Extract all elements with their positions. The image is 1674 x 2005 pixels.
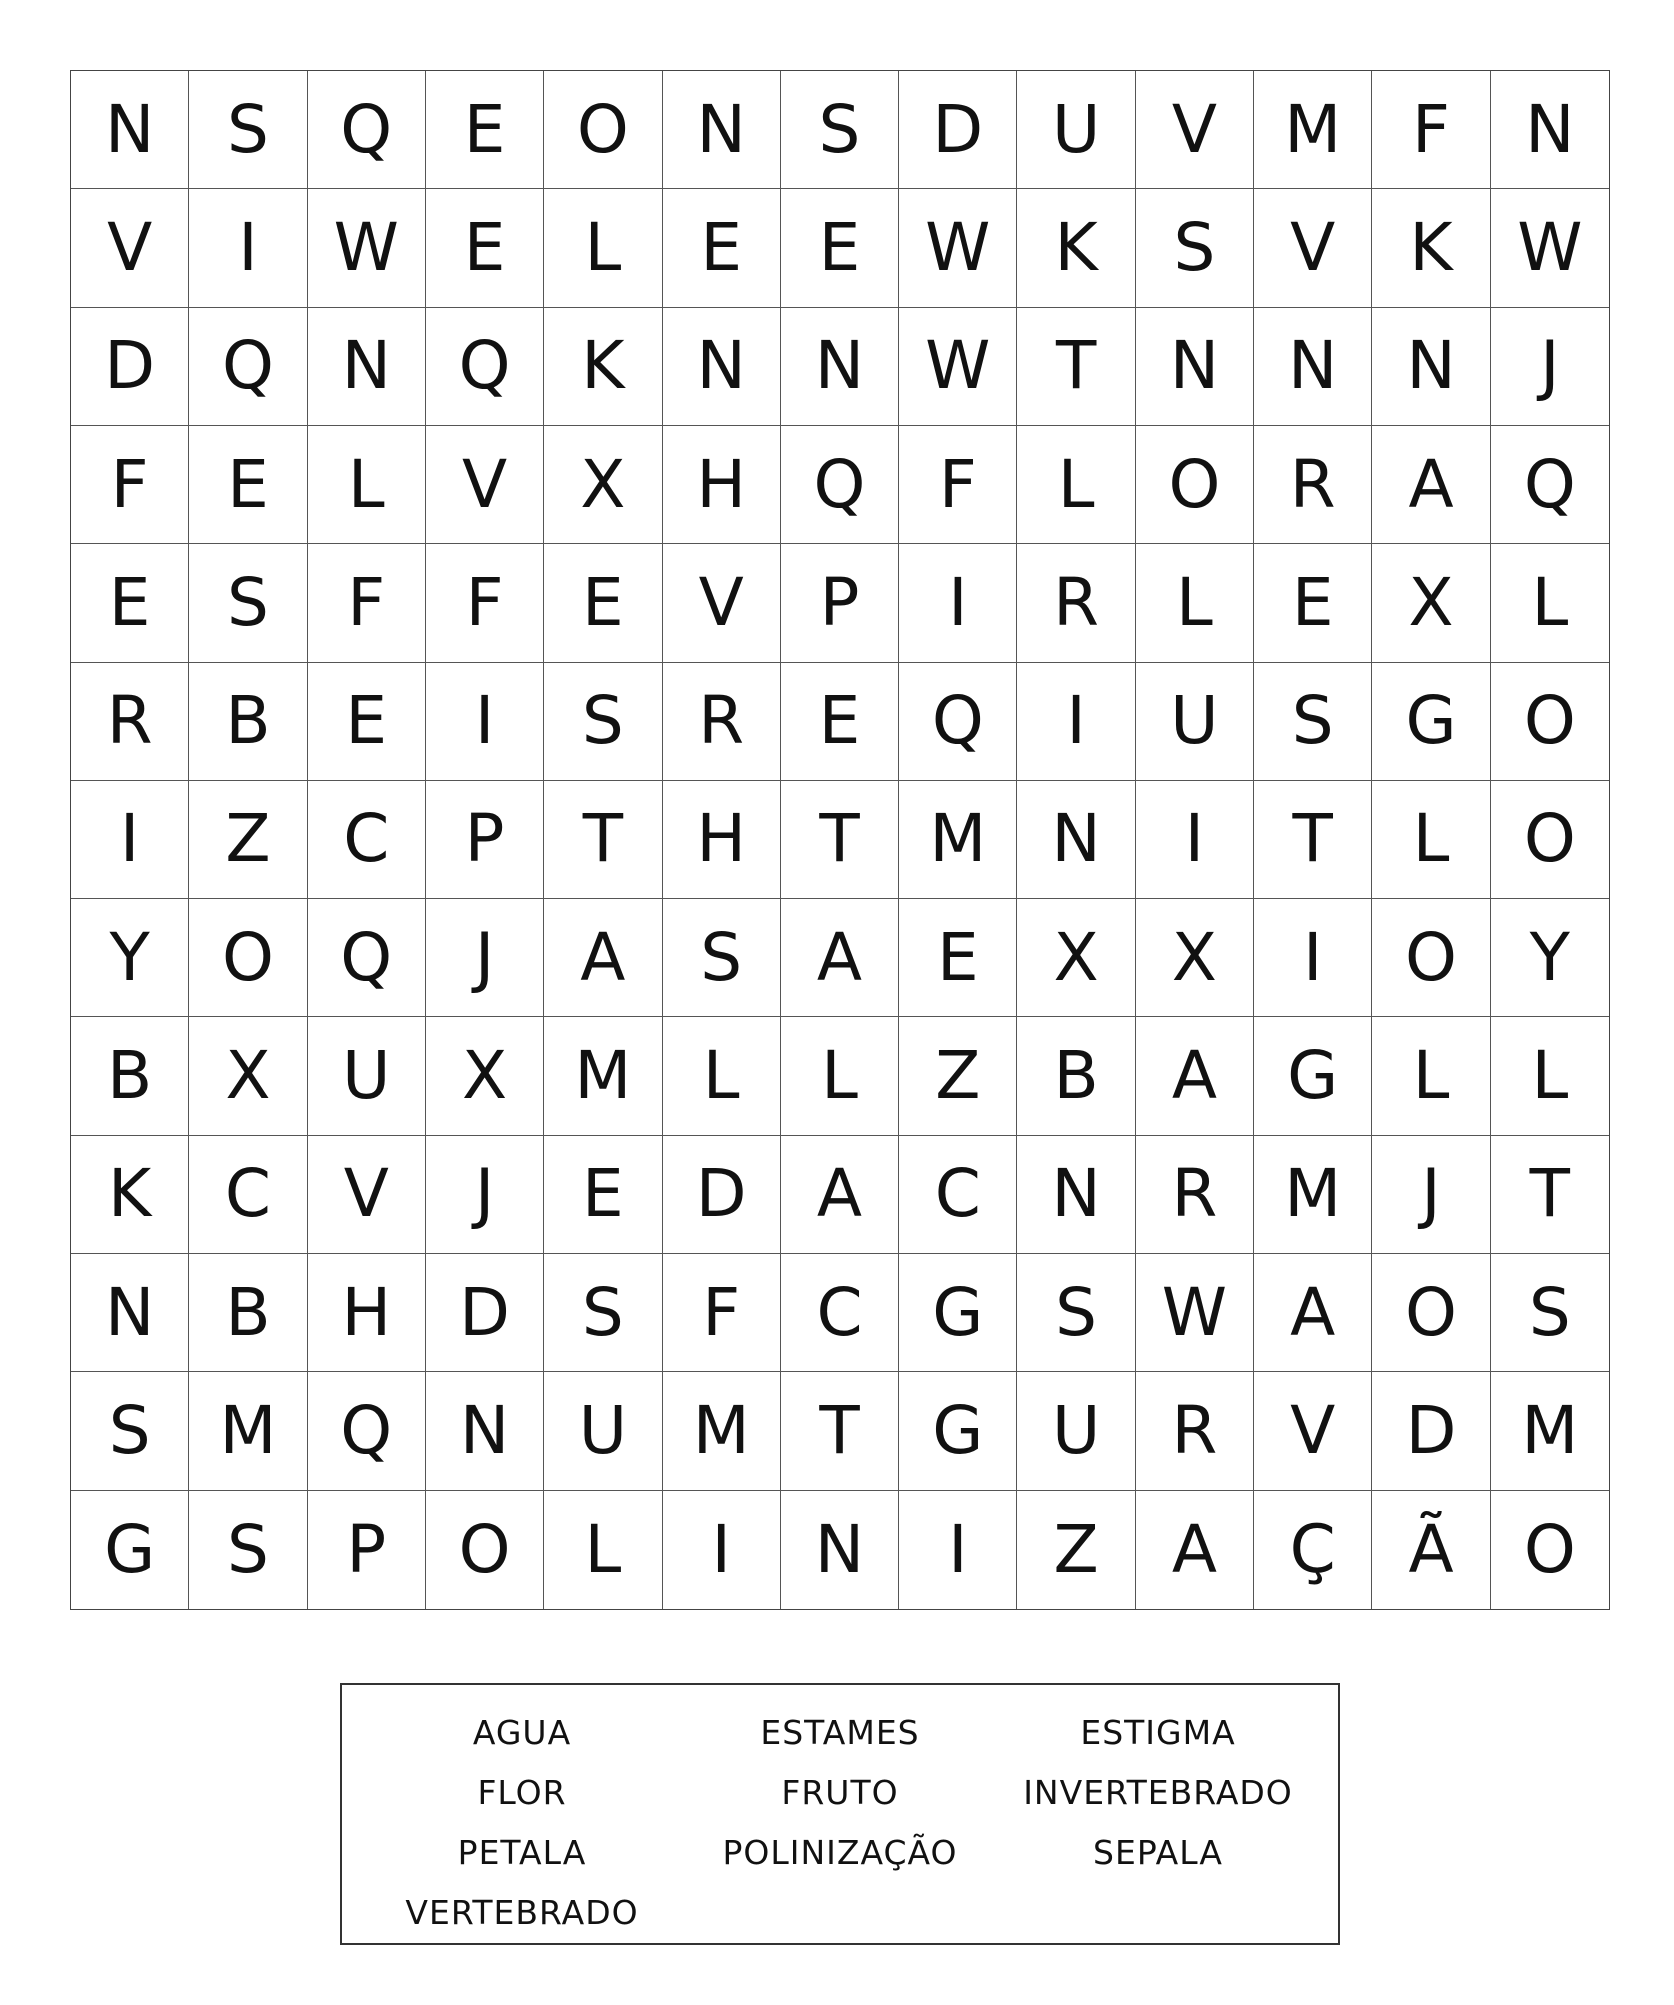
word-list-item: FLOR <box>477 1773 567 1812</box>
word-list-item: POLINIZAÇÃO <box>722 1833 958 1872</box>
grid-cell: T <box>781 781 899 899</box>
grid-cell: Ç <box>1254 1491 1372 1609</box>
grid-cell: S <box>189 544 307 662</box>
grid-cell: W <box>1136 1254 1254 1372</box>
grid-cell: E <box>663 189 781 307</box>
grid-cell: S <box>189 1491 307 1609</box>
grid-cell: S <box>71 1372 189 1490</box>
grid-cell: M <box>189 1372 307 1490</box>
grid-cell: Y <box>71 899 189 1017</box>
grid-cell: H <box>308 1254 426 1372</box>
grid-cell: F <box>899 426 1017 544</box>
grid-cell: F <box>426 544 544 662</box>
grid-cell: R <box>1136 1136 1254 1254</box>
grid-cell: D <box>899 71 1017 189</box>
word-list-column <box>1008 1703 1308 1943</box>
grid-cell: E <box>899 899 1017 1017</box>
grid-cell: M <box>1254 71 1372 189</box>
grid-cell: A <box>1372 426 1490 544</box>
word-list-item: PETALA <box>457 1833 587 1872</box>
grid-cell: W <box>1491 189 1609 307</box>
grid-cell: T <box>1254 781 1372 899</box>
grid-cell: L <box>1372 1017 1490 1135</box>
grid-cell: L <box>544 189 662 307</box>
grid-cell: U <box>1136 663 1254 781</box>
grid-cell: I <box>1136 781 1254 899</box>
grid-cell: D <box>71 308 189 426</box>
word-list-item: AGUA <box>472 1713 572 1752</box>
grid-cell: Q <box>781 426 899 544</box>
grid-cell: N <box>1372 308 1490 426</box>
grid-cell: K <box>544 308 662 426</box>
grid-cell: E <box>426 71 544 189</box>
grid-cell: T <box>544 781 662 899</box>
grid-cell: K <box>71 1136 189 1254</box>
grid-cell: N <box>781 308 899 426</box>
grid-cell: I <box>1254 899 1372 1017</box>
word-list-item: ESTIGMA <box>1080 1713 1236 1752</box>
grid-cell: V <box>308 1136 426 1254</box>
grid-cell: V <box>426 426 544 544</box>
grid-cell: K <box>1017 189 1135 307</box>
grid-cell: P <box>426 781 544 899</box>
grid-cell: O <box>1523 1510 1576 1588</box>
grid-cell: O <box>1372 899 1490 1017</box>
grid-cell: T <box>781 1372 899 1490</box>
grid-cell: V <box>71 189 189 307</box>
grid-cell: C <box>899 1136 1017 1254</box>
grid-cell: Q <box>899 663 1017 781</box>
grid-cell: E <box>544 544 662 662</box>
grid-cell: B <box>1017 1017 1135 1135</box>
grid-cell: N <box>308 308 426 426</box>
grid-cell: S <box>1017 1254 1135 1372</box>
grid-cell: N <box>1017 781 1135 899</box>
grid-cell: D <box>663 1136 781 1254</box>
grid-cell: Q <box>189 308 307 426</box>
grid-cell: G <box>71 1491 189 1609</box>
word-list-item: INVERTEBRADO <box>1023 1773 1293 1812</box>
grid-cell: K <box>1372 189 1490 307</box>
grid-cell: I <box>426 663 544 781</box>
grid-cell: V <box>1254 1372 1372 1490</box>
grid-cell: E <box>308 663 426 781</box>
grid-cell: L <box>544 1491 662 1609</box>
grid-cell: M <box>1491 1372 1609 1490</box>
word-list-box <box>340 1683 1340 1945</box>
grid-cell: E <box>71 544 189 662</box>
grid-cell: O <box>544 71 662 189</box>
grid-cell: N <box>71 1254 189 1372</box>
grid-cell: G <box>1254 1017 1372 1135</box>
grid-cell: U <box>1017 71 1135 189</box>
word-list-item: VERTEBRADO <box>405 1893 639 1932</box>
grid-cell: L <box>1136 544 1254 662</box>
grid-cell: A <box>781 899 899 1017</box>
grid-cell: E <box>781 189 899 307</box>
grid-cell: W <box>899 308 1017 426</box>
grid-cell: Q <box>308 1372 426 1490</box>
grid-cell: I <box>663 1491 781 1609</box>
grid-cell: L <box>1372 781 1490 899</box>
grid-cell: R <box>1136 1372 1254 1490</box>
grid-cell: D <box>1372 1372 1490 1490</box>
grid-cell: F <box>663 1254 781 1372</box>
grid-cell: T <box>1017 308 1135 426</box>
grid-cell: W <box>899 189 1017 307</box>
grid-cell: U <box>544 1372 662 1490</box>
word-list-item: ESTAMES <box>760 1713 920 1752</box>
grid-cell: L <box>781 1017 899 1135</box>
grid-cell: B <box>71 1017 189 1135</box>
grid-cell: J <box>426 899 544 1017</box>
grid-cell: V <box>1254 189 1372 307</box>
grid-cell: S <box>544 663 662 781</box>
grid-cell: Q <box>426 308 544 426</box>
grid-cell: Z <box>1017 1491 1135 1609</box>
grid-cell: C <box>308 781 426 899</box>
grid-cell: A <box>781 1136 899 1254</box>
grid-cell: Q <box>308 71 426 189</box>
grid-cell: S <box>1254 663 1372 781</box>
grid-cell: S <box>663 899 781 1017</box>
grid-cell: Y <box>1491 899 1609 1017</box>
grid-cell: I <box>71 781 189 899</box>
grid-cell: C <box>781 1254 899 1372</box>
grid-cell: F <box>1372 71 1490 189</box>
grid-cell: Z <box>189 781 307 899</box>
grid-cell: O <box>1491 781 1609 899</box>
grid-cell: N <box>1491 71 1609 189</box>
grid-cell: O <box>1372 1254 1490 1372</box>
grid-cell: R <box>1017 544 1135 662</box>
grid-cell: G <box>899 1254 1017 1372</box>
grid-cell: F <box>308 544 426 662</box>
grid-cell: J <box>1372 1136 1490 1254</box>
grid-cell: G <box>1372 663 1490 781</box>
grid-cell: O <box>189 899 307 1017</box>
grid-cell: U <box>1017 1372 1135 1490</box>
grid-cell: S <box>781 71 899 189</box>
grid-cell: O <box>1136 426 1254 544</box>
grid-cell: N <box>1254 308 1372 426</box>
grid-cell: X <box>1136 899 1254 1017</box>
grid-cell: L <box>308 426 426 544</box>
grid-cell: A <box>1254 1254 1372 1372</box>
grid-cell: Q <box>1491 426 1609 544</box>
grid-cell: G <box>899 1372 1017 1490</box>
grid-cell: Ã <box>1372 1491 1490 1609</box>
grid-cell: L <box>1017 426 1135 544</box>
grid-cell: N <box>426 1372 544 1490</box>
grid-cell: E <box>781 663 899 781</box>
grid-cell: I <box>899 544 1017 662</box>
word-list-item: FRUTO <box>781 1773 899 1812</box>
grid-cell: U <box>308 1017 426 1135</box>
grid-cell: I <box>1017 663 1135 781</box>
word-search-grid <box>70 70 1610 1610</box>
word-list-item: SEPALA <box>1093 1833 1223 1872</box>
grid-cell: T <box>1491 1136 1609 1254</box>
grid-cell: X <box>1017 899 1135 1017</box>
grid-cell: N <box>663 308 781 426</box>
grid-cell: X <box>1372 544 1490 662</box>
grid-cell: J <box>426 1136 544 1254</box>
grid-cell: E <box>189 426 307 544</box>
grid-cell: M <box>663 1372 781 1490</box>
grid-cell: S <box>1491 1254 1609 1372</box>
grid-cell: X <box>189 1017 307 1135</box>
grid-cell: A <box>1136 1017 1254 1135</box>
grid-cell: N <box>1136 308 1254 426</box>
word-list-column <box>690 1703 990 1943</box>
grid-cell: S <box>189 71 307 189</box>
grid-cell: P <box>308 1491 426 1609</box>
grid-cell: I <box>189 189 307 307</box>
grid-cell: L <box>1491 1017 1609 1135</box>
grid-cell: N <box>71 71 189 189</box>
grid-cell: A <box>544 899 662 1017</box>
grid-cell: N <box>781 1491 899 1609</box>
grid-cell: I <box>899 1491 1017 1609</box>
grid-cell: P <box>781 544 899 662</box>
grid-cell: S <box>544 1254 662 1372</box>
grid-cell: O <box>1491 663 1609 781</box>
grid-cell: X <box>544 426 662 544</box>
grid-cell: E <box>1254 544 1372 662</box>
grid-cell: B <box>189 1254 307 1372</box>
grid-cell: N <box>1017 1136 1135 1254</box>
grid-cell: O <box>426 1491 544 1609</box>
grid-cell: X <box>426 1017 544 1135</box>
grid-cell: L <box>1491 544 1609 662</box>
grid-cell: R <box>1254 426 1372 544</box>
grid-cell: C <box>189 1136 307 1254</box>
grid-cell: Q <box>308 899 426 1017</box>
grid-cell: J <box>1491 308 1609 426</box>
grid-cell: E <box>426 189 544 307</box>
grid-cell: W <box>308 189 426 307</box>
grid-cell: H <box>663 426 781 544</box>
grid-cell: D <box>426 1254 544 1372</box>
grid-cell: H <box>663 781 781 899</box>
grid-cell: V <box>663 544 781 662</box>
grid-cell: S <box>1136 189 1254 307</box>
grid-cell: B <box>189 663 307 781</box>
word-list-column <box>372 1703 672 1943</box>
grid-cell: Z <box>899 1017 1017 1135</box>
grid-cell: M <box>1254 1136 1372 1254</box>
grid-cell: M <box>544 1017 662 1135</box>
grid-cell: R <box>71 663 189 781</box>
grid-cell: R <box>663 663 781 781</box>
grid-cell: L <box>663 1017 781 1135</box>
grid-cell: A <box>1136 1491 1254 1609</box>
grid-cell: M <box>899 781 1017 899</box>
grid-cell: V <box>1136 71 1254 189</box>
grid-cell: N <box>663 71 781 189</box>
grid-cell: F <box>71 426 189 544</box>
grid-cell: E <box>544 1136 662 1254</box>
